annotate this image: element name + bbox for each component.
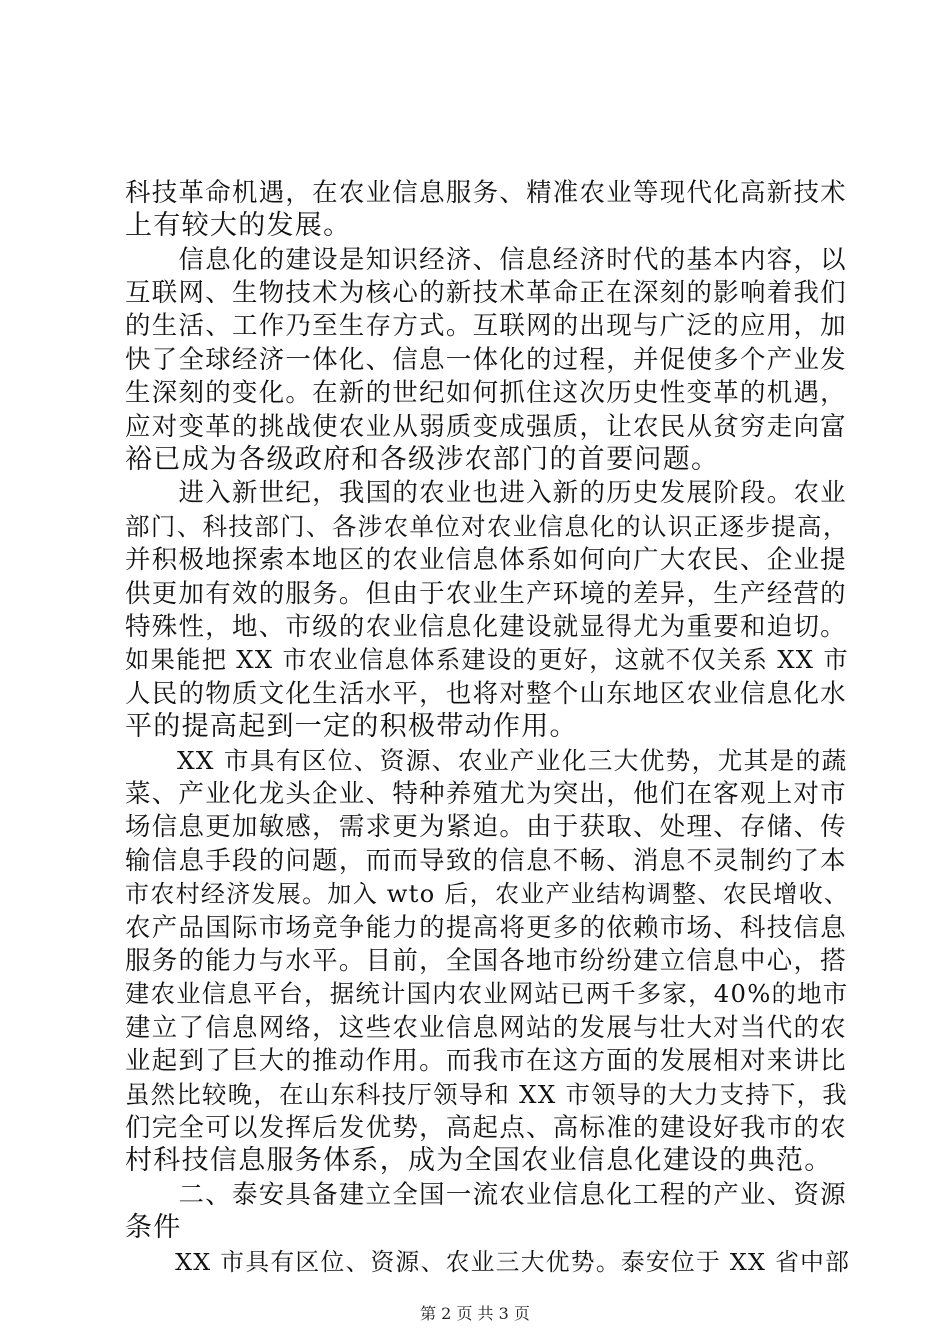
text-line: 上有较大的发展。	[125, 210, 352, 241]
text-line: 建农业信息平台，据统计国内农业网站已两千多家，40%的地市	[125, 979, 849, 1008]
text-line: XX 市具有区位、资源、农业产业化三大优势，尤其是的蔬	[125, 746, 848, 775]
text-line: 人民的物质文化生活水平，也将对整个山东地区农业信息化水	[125, 679, 847, 709]
text-line: 生深刻的变化。在新的世纪如何抓住这次历史性变革的机遇，	[125, 378, 847, 408]
text-line: 场信息更加敏感，需求更为紧迫。由于获取、处理、存储、传	[125, 812, 847, 842]
text-line: 如果能把 XX 市农业信息体系建设的更好，这就不仅关系 XX 市	[125, 645, 849, 674]
text-line: 部门、科技部门、各涉农单位对农业信息化的认识正逐步提高，	[125, 512, 849, 541]
text-line: 服务的能力与水平。目前，全国各地市纷纷建立信息中心，搭	[125, 946, 847, 976]
text-line: 市农村经济发展。加入 wto 后，农业产业结构调整、农民增收、	[125, 880, 850, 908]
text-line: 二、泰安具备建立全国一流农业信息化工程的产业、资源	[125, 1180, 847, 1210]
text-line: 互联网、生物技术为核心的新技术革命正在深刻的影响着我们	[125, 278, 847, 308]
text-line: 农产品国际市场竞争能力的提高将更多的依赖市场、科技信息	[125, 913, 847, 943]
text-line: 虽然比较晚，在山东科技厅领导和 XX 市领导的大力支持下，我	[125, 1080, 848, 1109]
text-line: 建立了信息网络，这些农业信息网站的发展与壮大对当代的农	[125, 1013, 847, 1043]
text-line: 进入新世纪，我国的农业也进入新的历史发展阶段。农业	[125, 478, 847, 508]
text-line: 平的提高起到一定的积极带动作用。	[125, 711, 578, 742]
text-line: 输信息手段的问题，而而导致的信息不畅、消息不灵制约了本	[125, 846, 847, 876]
text-line: 业起到了巨大的推动作用。而我市在这方面的发展相对来讲比	[125, 1046, 847, 1076]
text-line: 的生活、工作乃至生存方式。互联网的出现与广泛的应用，加	[125, 311, 847, 341]
text-line: 快了全球经济一体化、信息一体化的过程，并促使多个产业发	[125, 345, 847, 375]
text-line: 裕已成为各级政府和各级涉农部门的首要问题。	[125, 444, 720, 475]
text-line: 应对变革的挑战使农业从弱质变成强质，让农民从贫穷走向富	[125, 412, 847, 442]
text-line: 菜、产业化龙头企业、特种养殖尤为突出，他们在客观上对市	[125, 779, 847, 809]
page-footer: 第 2 页 共 3 页	[420, 1304, 530, 1323]
text-line: 特殊性，地、市级的农业信息化建设就显得尤为重要和迫切。	[125, 612, 847, 642]
text-line: 村科技信息服务体系，成为全国农业信息化建设的典范。	[125, 1145, 833, 1176]
text-line: 科技革命机遇，在农业信息服务、精准农业等现代化高新技术	[125, 178, 847, 208]
text-line: 供更加有效的服务。但由于农业生产环境的差异，生产经营的	[125, 579, 847, 609]
text-line: 并积极地探索本地区的农业信息体系如何向广大农民、企业提	[125, 545, 847, 575]
text-line: 条件	[125, 1212, 182, 1243]
text-line: 信息化的建设是知识经济、信息经济时代的基本内容，以	[125, 245, 847, 275]
text-line: XX 市具有区位、资源、农业三大优势。泰安位于 XX 省中部	[125, 1248, 851, 1276]
text-line: 们完全可以发挥后发优势，高起点、高标准的建设好我市的农	[125, 1113, 847, 1143]
